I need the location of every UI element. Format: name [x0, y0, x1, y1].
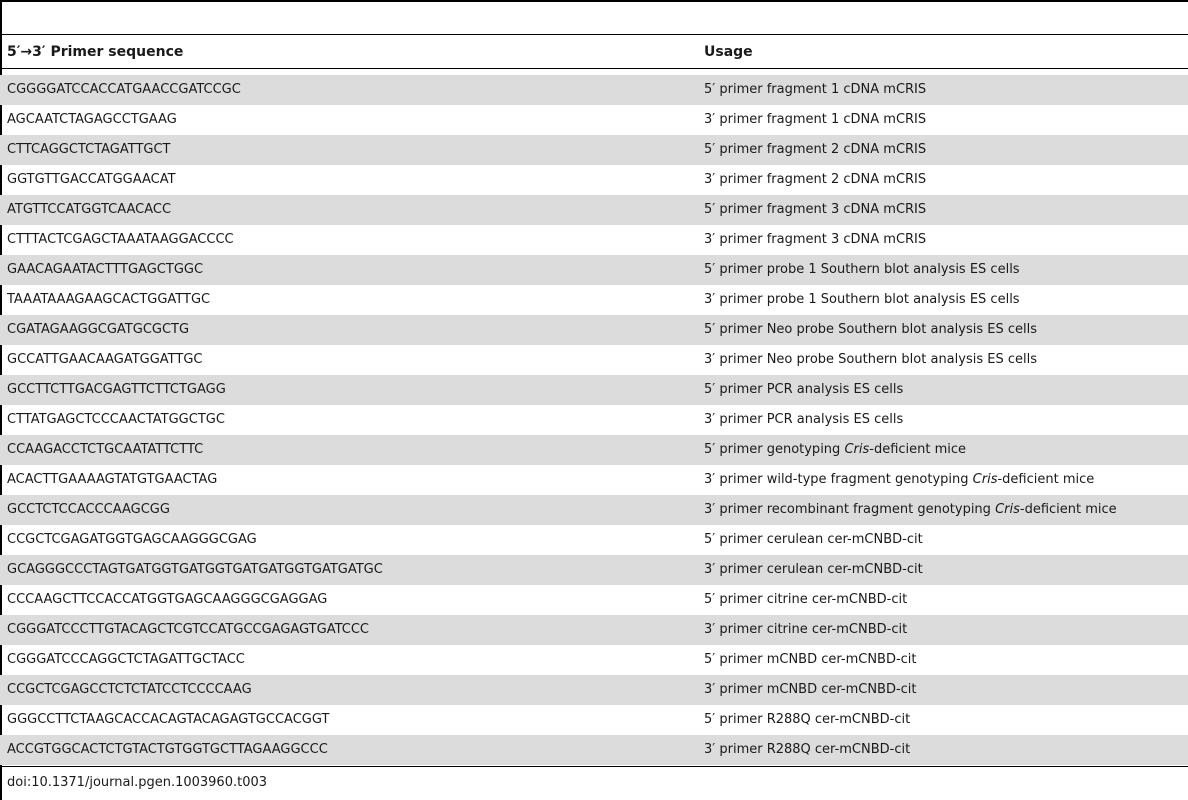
usage-text: 5′ primer fragment 3 cDNA mCRIS — [704, 202, 927, 217]
table-bottom-rule — [0, 766, 1188, 767]
primer-sequence-cell: ACACTTGAAAAGTATGTGAACTAG — [7, 472, 218, 487]
table-body — [0, 75, 1188, 765]
usage-text: 5′ primer genotyping — [704, 442, 845, 457]
usage-cell — [704, 82, 926, 97]
usage-gene-name: Cris — [972, 472, 998, 487]
usage-text: 3′ primer fragment 1 cDNA mCRIS — [704, 112, 927, 127]
usage-cell — [704, 592, 907, 607]
usage-text: 3′ primer mCNBD cer-mCNBD-cit — [704, 682, 917, 697]
primer-sequence-cell: GCCTCTCCACCCAAGCGG — [7, 502, 170, 517]
primer-sequence-cell: TAAATAAAGAAGCACTGGATTGC — [7, 292, 211, 307]
usage-cell — [704, 352, 1037, 367]
usage-cell — [704, 262, 1020, 277]
usage-cell — [704, 472, 1094, 487]
primer-sequence-cell: GCAGGGCCCTAGTGATGGTGATGGTGATGATGGTGATGATGC — [7, 562, 383, 577]
table-row — [0, 165, 1188, 195]
usage-cell — [704, 202, 926, 217]
table-row — [0, 105, 1188, 135]
usage-cell — [704, 622, 907, 637]
primer-sequence-cell: CGGGGATCCACCATGAACCGATCCGC — [7, 82, 241, 97]
usage-text: 3′ primer recombinant fragment genotyping — [704, 502, 996, 517]
usage-text: 3′ primer R288Q cer-mCNBD-cit — [704, 742, 911, 757]
usage-cell — [704, 652, 917, 667]
usage-text: 3′ primer fragment 2 cDNA mCRIS — [704, 172, 927, 187]
table-row — [0, 255, 1188, 285]
usage-cell — [704, 112, 926, 127]
usage-cell — [704, 442, 966, 457]
usage-gene-name: Cris — [844, 442, 870, 457]
usage-cell — [704, 322, 1037, 337]
usage-text: 5′ primer probe 1 Southern blot analysis ES cells — [704, 262, 1020, 277]
usage-text: 3′ primer PCR analysis ES cells — [704, 412, 904, 427]
usage-cell — [704, 712, 910, 727]
primer-sequence-cell: CCGCTCGAGCCTCTCTATCCTCCCCAAG — [7, 682, 252, 697]
usage-cell — [704, 742, 910, 757]
usage-text-suffix: -deficient mice — [997, 472, 1095, 487]
usage-text: 3′ primer probe 1 Southern blot analysis ES cells — [704, 292, 1020, 307]
primer-sequence-cell: CTTATGAGCTCCCAACTATGGCTGC — [7, 412, 225, 427]
primer-sequence-cell: CTTCAGGCTCTAGATTGCT — [7, 142, 171, 157]
usage-gene-name: Cris — [995, 502, 1020, 517]
usage-cell — [704, 382, 903, 397]
usage-cell — [704, 532, 923, 547]
primer-sequence-cell: ATGTTCCATGGTCAACACC — [7, 202, 172, 217]
usage-text: 3′ primer citrine cer-mCNBD-cit — [704, 622, 908, 637]
usage-text: 5′ primer cerulean cer-mCNBD-cit — [704, 532, 923, 547]
usage-text: 5′ primer citrine cer-mCNBD-cit — [704, 592, 908, 607]
table-row — [0, 615, 1188, 645]
usage-text-suffix: -deficient mice — [869, 442, 967, 457]
header-primer-sequence: 5′→3′ Primer sequence — [7, 44, 184, 60]
usage-text: 5′ primer Neo probe Southern blot analysis ES cells — [704, 322, 1037, 337]
usage-text: 3′ primer wild-type fragment genotyping — [704, 472, 973, 487]
usage-cell — [704, 172, 926, 187]
usage-cell — [704, 142, 926, 157]
primer-sequence-cell: GGGCCTTCTAAGCACCACAGTACAGAGTGCCACGGT — [7, 712, 330, 727]
table-row — [0, 195, 1188, 225]
table-row — [0, 555, 1188, 585]
primer-sequence-cell: CTTTACTCGAGCTAAATAAGGACCCC — [7, 232, 234, 247]
primer-sequence-cell: ACCGTGGCACTCTGTACTGTGGTGCTTAGAAGGCCC — [7, 742, 328, 757]
table-row — [0, 285, 1188, 315]
usage-text: 3′ primer cerulean cer-mCNBD-cit — [704, 562, 923, 577]
table-row — [0, 645, 1188, 675]
usage-cell — [704, 682, 917, 697]
usage-cell — [704, 232, 926, 247]
table-header — [0, 35, 1188, 68]
doi-caption: doi:10.1371/journal.pgen.1003960.t003 — [7, 775, 268, 790]
table-row — [0, 225, 1188, 255]
table-row — [0, 135, 1188, 165]
table-row — [0, 465, 1188, 495]
table-row — [0, 405, 1188, 435]
table-row — [0, 75, 1188, 105]
table-row — [0, 495, 1188, 525]
usage-cell — [704, 412, 903, 427]
usage-text: 5′ primer PCR analysis ES cells — [704, 382, 904, 397]
usage-cell — [704, 292, 1020, 307]
header-bottom-rule — [0, 68, 1188, 69]
table-row — [0, 435, 1188, 465]
usage-text: 5′ primer fragment 2 cDNA mCRIS — [704, 142, 927, 157]
usage-cell — [704, 502, 1117, 517]
primer-sequence-cell: CGATAGAAGGCGATGCGCTG — [7, 322, 190, 337]
table-row — [0, 735, 1188, 765]
table-row — [0, 345, 1188, 375]
top-rule — [0, 0, 1188, 2]
usage-text: 5′ primer R288Q cer-mCNBD-cit — [704, 712, 911, 727]
table-row — [0, 375, 1188, 405]
header-usage: Usage — [704, 44, 753, 60]
usage-text: 5′ primer mCNBD cer-mCNBD-cit — [704, 652, 917, 667]
primer-sequence-cell: GCCTTCTTGACGAGTTCTTCTGAGG — [7, 382, 226, 397]
usage-cell — [704, 562, 923, 577]
primer-sequence-cell: CCAAGACCTCTGCAATATTCTTC — [7, 442, 204, 457]
primer-sequence-cell: CCGCTCGAGATGGTGAGCAAGGGCGAG — [7, 532, 257, 547]
primer-sequence-cell: GGTGTTGACCATGGAACAT — [7, 172, 176, 187]
table-row — [0, 585, 1188, 615]
table-row — [0, 525, 1188, 555]
primer-sequence-cell: GAACAGAATACTTTGAGCTGGC — [7, 262, 204, 277]
usage-text: 3′ primer Neo probe Southern blot analysis ES cells — [704, 352, 1037, 367]
primer-sequence-cell: GCCATTGAACAAGATGGATTGC — [7, 352, 203, 367]
primer-sequence-cell: CGGGATCCCAGGCTCTAGATTGCTACC — [7, 652, 245, 667]
table-row — [0, 705, 1188, 735]
table-row — [0, 315, 1188, 345]
usage-text: 5′ primer fragment 1 cDNA mCRIS — [704, 82, 927, 97]
usage-text-suffix: -deficient mice — [1019, 502, 1117, 517]
primer-sequence-cell: AGCAATCTAGAGCCTGAAG — [7, 112, 177, 127]
primer-sequence-cell: CGGGATCCCTTGTACAGCTCGTCCATGCCGAGAGTGATCCC — [7, 622, 369, 637]
table-row — [0, 675, 1188, 705]
primer-sequence-cell: CCCAAGCTTCCACCATGGTGAGCAAGGGCGAGGAG — [7, 592, 328, 607]
usage-text: 3′ primer fragment 3 cDNA mCRIS — [704, 232, 927, 247]
